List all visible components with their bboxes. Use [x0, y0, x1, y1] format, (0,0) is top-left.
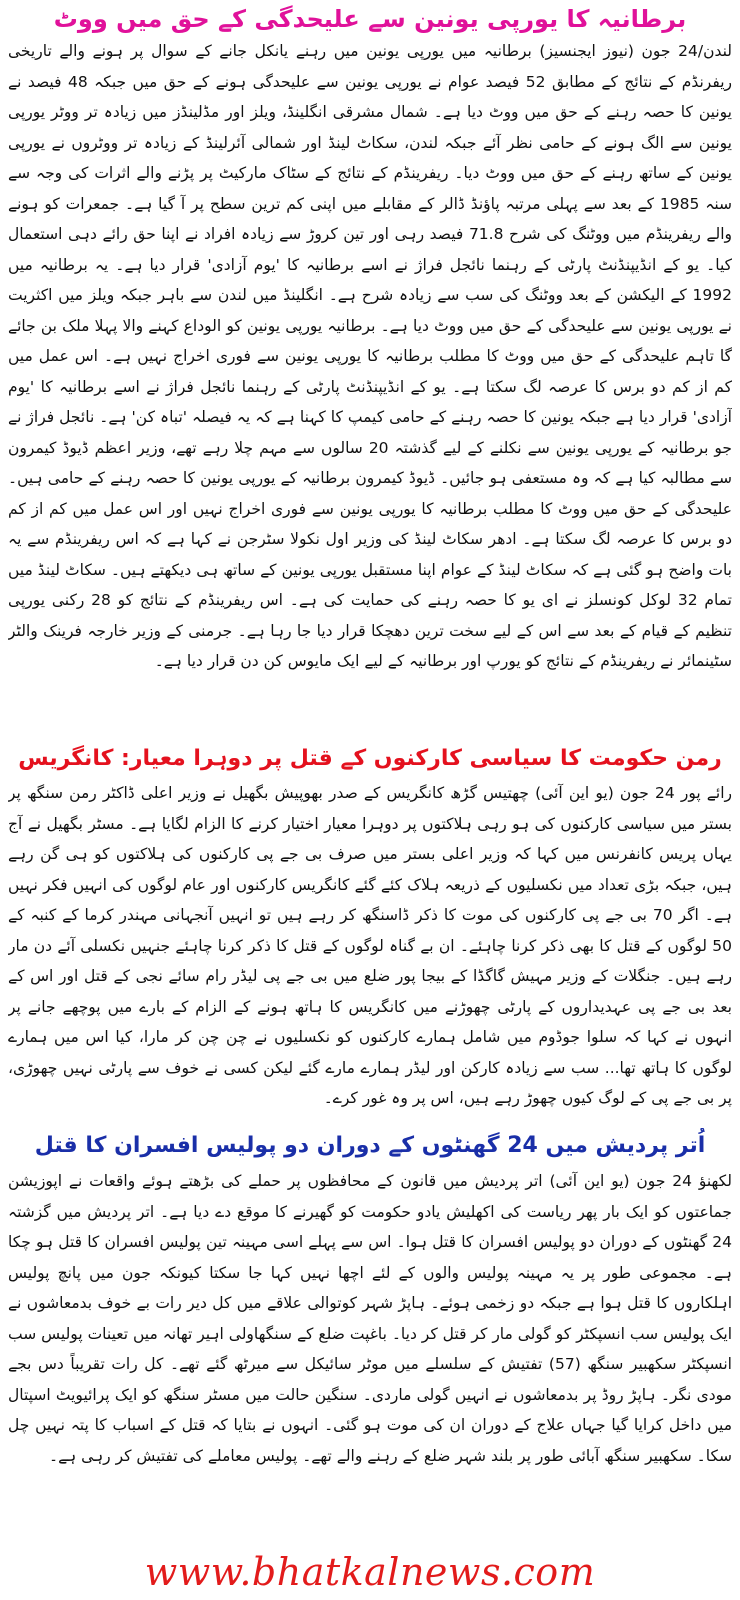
footer-website-url[interactable]: www.bhatkalnews.com [144, 1550, 596, 1594]
article-body-chhattisgarh-congress: رائے پور 24 جون (یو این آئی) چھتیس گڑھ کانگریس کے صدر بھوپیش بگھیل نے وزیر اعلی ڈاکٹر رمن سنگھ پر بستر میں سیاسی کارکنوں کی ہو رہی ہلاکتوں پر دوہرا معیار اختیار کرنے کا الزام لگایا ہے۔ مسٹر بگھیل نے آج یہاں پریس کانفرنس میں کہا کہ وزیر اعلی بستر میں صرف بی جے پی کارکنوں کی ہلاکتوں کو ہی گن رہے ہیں، جبکہ بڑی تعداد میں نکسلیوں کے ذریعہ ہلاک کئے گئے کانگریس کارکنوں اور عام لوگوں کی انہیں فکر نہیں ہے۔ اگر 70 بی جے پی کارکنوں کی موت کا ذکر ڈاسنگھ کر رہے ہیں تو انہیں آنجہانی مہندر کرما کے کنبہ کے 50 لوگوں کے قتل کا بھی ذکر کرنا چاہئے۔ ان بے گناہ لوگوں کے قتل کا ذکر کرنا چاہئے جنہیں نکسلی آئے دن مار رہے ہیں۔ جنگلات کے وزیر مہیش گاگڈا کے بیجا پور ضلع میں بی جے پی لیڈر رام سائے نجی کے قتل اور اس کے بعد بی جے پی عہدیداروں کے پارٹی چھوڑنے میں کانگریس کا ہاتھ ہونے کے الزام کے بارے میں پوچھے جانے پر انہوں نے کہا کہ سلوا جوڈوم میں شامل ہمارے کارکنوں کو نکسلیوں نے چن چن کر مارا، کیا اس میں ہمارے لوگوں کا ہاتھ تھا... سب سے زیادہ کارکن اور لیڈر ہمارے مارے گئے لیکن کسی نے خوف سے پارٹی نہیں چھوڑی، پر بی جے پی کے لوگ کیوں چھوڑ رہے ہیں، اس پر وہ غور کرے۔ [8, 784, 732, 1107]
article-up-police [8, 1128, 732, 1532]
article-chhattisgarh-congress [8, 742, 732, 1114]
article-body-uk-brexit: لندن/24 جون (نیوز ایجنسیز) برطانیہ میں یورپی یونین میں رہنے یانکل جانے کے سوال پر ہونے والے تاریخی ریفرنڈم کے نتائج کے مطابق 52 فیصد عوام نے یورپی یونین سے علیحدگی ہونے کے حق میں جبکہ 48 فیصد نے یونین کا حصہ رہنے کے حق میں ووٹ دیا ہے۔ شمال مشرقی انگلینڈ، ویلز اور مڈلینڈز میں زیادہ تر ووٹر یورپی یونین سے الگ ہونے کے حامی نظر آئے جبکہ لندن، سکاٹ لینڈ اور شمالی آئرلینڈ کے زیادہ تر ووٹروں نے یورپی یونین کے ساتھ رہنے کے حق میں ووٹ دیا۔ ریفرینڈم کے نتائج کے سٹاک مارکیٹ پر پڑنے والے اثرات کی وجہ سے سنہ 1985 کے بعد سے پہلی مرتبہ پاؤنڈ ڈالر کے مقابلے میں اپنی کم ترین سطح پر آ گیا ہے۔ جمعرات کو ہونے والے ریفرینڈم میں ووٹنگ کی شرح 71.8 فیصد رہی اور تین کروڑ سے زیادہ افراد نے اپنا حق رائے دہی استعمال کیا۔ یو کے انڈیپنڈنٹ پارٹی کے رہنما نائجل فراژ نے اسے برطانیہ کا 'یوم آزادی' قرار دیا ہے۔ یہ برطانیہ میں 1992 کے الیکشن کے بعد ووٹنگ کی سب سے زیادہ شرح ہے۔ انگلینڈ میں لندن سے باہر جبکہ ویلز میں اکثریت نے یورپی یونین سے علیحدگی کے حق میں ووٹ دیا ہے۔ برطانیہ یورپی یونین کو الوداع کہنے والا پہلا ملک بن جائے گا تاہم علیحدگی کے حق میں ووٹ کا مطلب برطانیہ کا یورپی یونین سے فوری اخراج نہیں ہے۔ اس عمل میں کم از کم دو برس کا عرصہ لگ سکتا ہے۔ یو کے انڈیپنڈنٹ پارٹی کے رہنما نائجل فراژ نے اسے برطانیہ کا 'یوم آزادی' قرار دیا ہے جبکہ یونین کا حصہ رہنے کے حامی کیمپ کا کہنا ہے کہ یہ فیصلہ 'تباہ کن' ہے۔ نائجل فراژ نے جو برطانیہ کے یورپی یونین سے نکلنے کے لیے گذشتہ 20 سالوں سے مہم چلا رہے تھے، وزیر اعظم ڈیوڈ کیمرون سے مطالبہ کیا ہے کہ وہ مستعفی ہو جائیں۔ ڈیوڈ کیمرون برطانیہ کے یورپی یونین کا حصہ رہنے کے حامی ہیں۔ علیحدگی کے حق میں ووٹ کا مطلب برطانیہ کا یورپی یونین سے فوری اخراج نہیں اور اس عمل میں کم از کم دو برس کا عرصہ لگ سکتا ہے۔ ادھر سکاٹ لینڈ کی وزیر اول نکولا سٹرجن نے کہا ہے کہ اس ریفرینڈم سے یہ بات واضح ہو گئی ہے کہ سکاٹ لینڈ کے عوام اپنا مستقبل یورپی یونین کے ساتھ ہی دیکھتے ہیں۔ سکاٹ لینڈ میں تمام 32 لوکل کونسلز نے ای یو کا حصہ رہنے کی حمایت کی ہے۔ اس ریفرینڈم کے نتائج کو 28 رکنی یورپی تنظیم کے قیام کے بعد سے اس کے لیے سخت ترین دھچکا قرار دیا جا رہا ہے۔ جرمنی کے وزیر خارجہ فرینک والٹر سٹینمائر نے ریفرینڈم کے نتائج کو یورپ اور برطانیہ کے لیے ایک مایوس کن دن قرار دیا ہے۔ [8, 42, 732, 670]
article-body-up-police: لکھنؤ 24 جون (یو این آئی) اتر پردیش میں قانون کے محافظوں پر حملے کی بڑھتے ہوئے واقعات نے اپوزیشن جماعتوں کو ایک بار پھر ریاست کی اکھلیش یادو حکومت کو گھیرنے کا موقع دے دیا ہے۔ اتر پردیش میں گزشتہ 24 گھنٹوں کے دوران دو پولیس افسران کا قتل ہوا۔ اس سے پہلے اسی مہینہ تین پولیس افسران کا قتل ہو چکا ہے۔ مجموعی طور پر یہ مہینہ پولیس والوں کے لئے اچھا نہیں کہا جا سکتا کیونکہ جون میں پانچ پولیس اہلکاروں کا قتل ہوا ہے جبکہ دو زخمی ہوئے۔ ہاپڑ شہر کوتوالی علاقے میں کل دیر رات بے خوف بدمعاشوں نے ایک پولیس سب انسپکٹر کو گولی مار کر قتل کر دیا۔ باغپت ضلع کے سنگھاولی اہیر تھانہ میں تعینات پولیس سب انسپکٹر سکھبیر سنگھ (57) تفتیش کے سلسلے میں موٹر سائیکل سے میرٹھ گئے تھے۔ کل رات تقریباً دس بجے مودی نگر۔ ہاپڑ روڈ پر بدمعاشوں نے انہیں گولی ماردی۔ سنگین حالت میں مسٹر سنگھ کو ایک پرائیویٹ اسپتال میں داخل کرایا گیا جہاں علاج کے دوران ان کی موت ہو گئی۔ انہوں نے بتایا کہ قتل کے اسباب کا پتہ نہیں چل سکا۔ سکھبیر سنگھ آبائی طور پر بلند شہر ضلع کے رہنے والے تھے۔ پولیس معاملے کی تفتیش کر رہی ہے۔ [8, 1172, 732, 1465]
headline-up-police: اُتر پردیش میں 24 گھنٹوں کے دوران دو پولیس افسران کا قتل [34, 1133, 706, 1158]
headline-chhattisgarh-congress: رمن حکومت کا سیاسی کارکنوں کے قتل پر دوہرا معیار: کانگریس [18, 746, 722, 771]
headline-uk-brexit: برطانیہ کا یورپی یونین سے علیحدگی کے حق میں ووٹ [53, 5, 687, 33]
article-uk-brexit [8, 2, 732, 738]
